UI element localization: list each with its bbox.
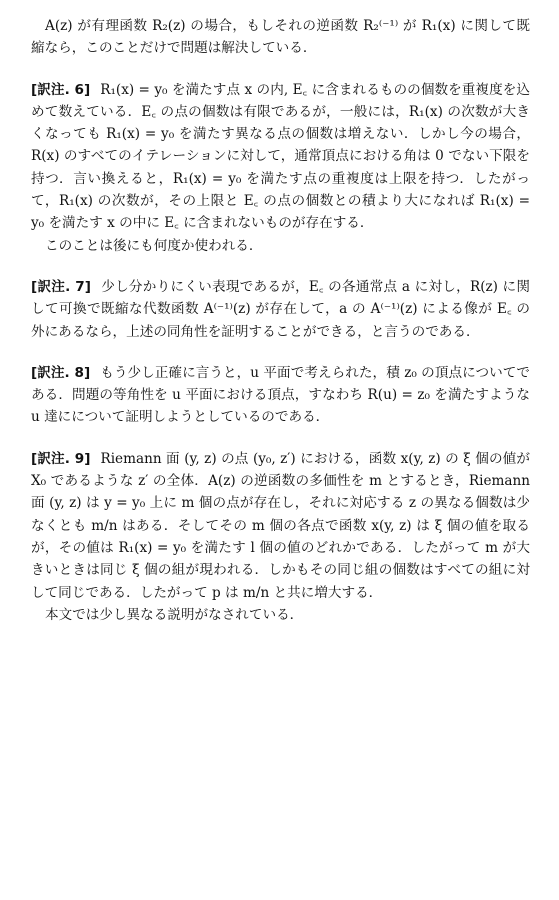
paragraph-note-6-remark: [31, 235, 530, 257]
paragraph-text: このことは後にも何度か使われる．: [45, 237, 263, 254]
paragraph-text: 少し分かりにくい表現であるが，E꜀ の各通常点 a に対し，R(z) に関して可換で既縮な代数函数 A⁽⁻¹⁾(z) が存在して，a の A⁽⁻¹⁾(z) による像が E꜀ の外にあるなら，上述の同角性を証明することができる，と言うのである．: [31, 278, 530, 340]
paragraph-text: A(z) が有理函数 R₂(z) の場合，もしそれの逆函数 R₂⁽⁻¹⁾ が R₁(x) に関して既縮なら，このことだけで問題は解決している．: [31, 18, 530, 57]
note-label: [訳注. 8]: [31, 364, 91, 381]
note-label: [訳注. 9]: [31, 450, 91, 467]
note-8: [31, 362, 530, 429]
note-7: [31, 276, 530, 343]
paragraph-text: 本文では少し異なる説明がなされている．: [45, 606, 304, 623]
paragraph-text: R₁(x) = y₀ を満たす点 x の内, E꜀ に含まれるものの個数を重複度を込めて数えている．E꜀ の点の個数は有限であるが，一般には，R₁(x) の次数が大きくなっても R₁(x) = y₀ を満たす異なる点の個数は増えない．しかし今の場合，R(x) のすべてのイテレーションに対して，通常頂点における角は 0 でない下限を持つ．言い換えると，R₁(x) = y₀ を満たす点の重複度は上限を持つ．したがって，R₁(x) の次数が，その上限と E꜀ の点の個数との積より大になれば R₁(x) = y₀ を満たす x の中に E꜀ に含まれないものが存在する．: [31, 81, 530, 232]
paragraph-closing: [31, 604, 530, 626]
note-6: [31, 79, 530, 235]
note-9: [31, 448, 530, 604]
paragraph-text: もう少し正確に言うと，u 平面で考えられた，積 z₀ の頂点についてである．問題の等角性を u 平面における頂点，すなわち R(u) = z₀ を満たすような u 達にについて証明しようとしているのである．: [31, 364, 531, 426]
note-label: [訳注. 7]: [31, 278, 91, 295]
note-label: [訳注. 6]: [31, 81, 91, 98]
document-page: [31, 15, 530, 626]
paragraph-text: Riemann 面 (y, z) の点 (y₀, z′) における，函数 x(y, z) の ξ 個の値が X₀ であるような z′ の全体．A(z) の逆函数の多価性を m とするとき，Riemann 面 (y, z) は y = y₀ 上に m 個の点が存在し，それに対応する z の異なる個数は少なくとも m/n はある．そしてその m 個の各点で函数 x(y, z) は ξ 個の値を取るが，その値は R₁(x) = y₀ を満たす l 個の値のどれかである．したがって m が大きいときは同じ ξ 個の組が現われる．しかもその同じ組の個数はすべての組に対して同じである．したがって p は m/n と共に増大する．: [31, 450, 530, 601]
paragraph-intro: [31, 15, 530, 60]
